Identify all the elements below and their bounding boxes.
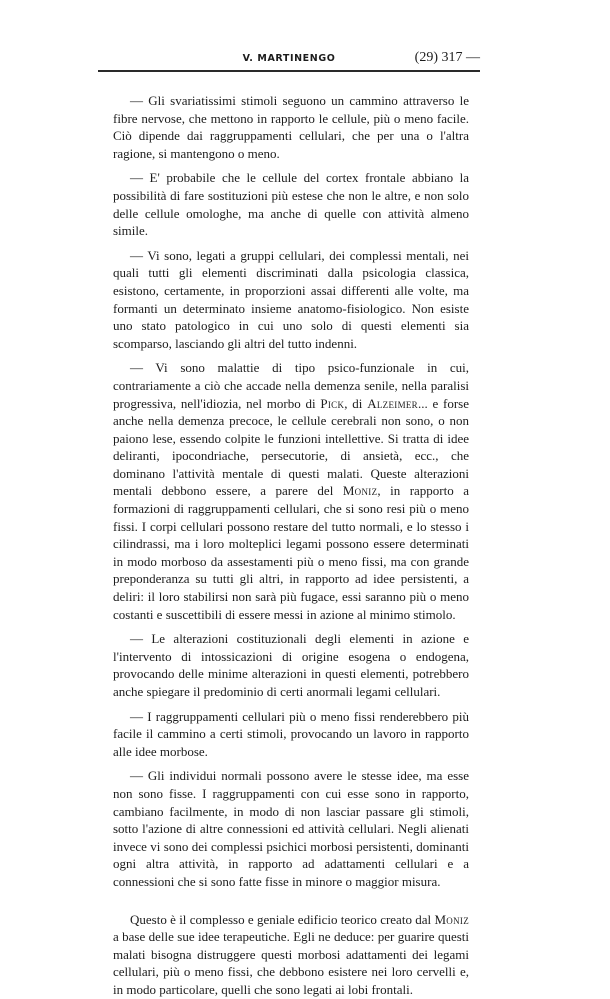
paragraph bbox=[113, 767, 469, 890]
paragraph-text: , di bbox=[344, 395, 368, 411]
page-number: (29) 317 — bbox=[414, 50, 480, 65]
paragraph bbox=[113, 708, 469, 761]
proper-name: Alzeimer bbox=[367, 395, 418, 411]
paragraph-text: , in rapporto a formazioni di raggruppamenti cellulari, che si sono resi più o meno fissi. I corpi cellulari possono restare del tutto normali, e lo stesso i cilindrassi, ma i loro molteplici legami possono essere determinati in modo morboso da assestamenti più o meno fissi, ma con grande preponderanza su tutti gli altri, in rapporto ad idee persistenti, a deliri: il loro stabilirsi non sarà più fugace, essi saranno più o meno costanti e suscettibili di essere messi in azione al minimo stimolo. bbox=[113, 483, 470, 622]
paragraph-text: — Gli svariatissimi stimoli seguono un cammino attraverso le fibre nervose, che mettono in rapporto le cellule, più o meno facile. Ciò dipende dai raggruppamenti cellulari, che per una o l'altra ragione, si mantengono o meno. bbox=[113, 93, 469, 161]
proper-name: Pick bbox=[320, 395, 345, 411]
paragraph-text: — Vi sono malattie di tipo psico-funzionale in cui, contrariamente a ciò che accade nella demenza senile, nella paralisi progressiva, nell'idiozia, nel morbo di bbox=[113, 360, 469, 411]
running-header bbox=[98, 50, 480, 68]
body-text bbox=[113, 92, 469, 999]
header-rule bbox=[98, 70, 480, 72]
paragraph bbox=[113, 911, 469, 999]
proper-name: Moniz bbox=[434, 911, 469, 927]
paragraph bbox=[113, 359, 469, 623]
paragraph bbox=[113, 92, 469, 162]
paragraph-text: — E' probabile che le cellule del cortex frontale abbiano la possibilità di fare sostituzioni più estese che non le altre, e non solo delle cellule omologhe, ma anche di quelle con attività almeno simile. bbox=[113, 170, 469, 239]
running-header-author: V. MARTINENGO bbox=[242, 53, 336, 64]
proper-name: Moniz bbox=[342, 483, 378, 499]
paragraph-text: Questo è il complesso e geniale edificio teorico creato dal bbox=[130, 911, 435, 927]
paragraph-text: a base delle sue idee terapeutiche. Egli ne deduce: per guarire questi malati bisogna distruggere questi morbosi adattamenti dei legami cellulari, più o meno fissi, che debbono esistere nei loro cervelli e, in modo particolare, quelli che sono legati ai lobi frontali. bbox=[113, 929, 469, 997]
paragraph-text: — Gli individui normali possono avere le stesse idee, ma esse non sono fisse. I raggruppamenti con cui esse sono in rapporto, cambiano facilmente, in modo di non lasciar passare gli stimoli, sotto l'azione di altre connessioni ed attività cellulari. Negli alienati invece vi sono dei complessi psichici morbosi persistenti, dominanti ogni altra attività, in rapporto ad adattamenti cellulari e a connessioni che si sono fatte fisse in minore o maggior misura. bbox=[113, 768, 469, 889]
paragraph bbox=[113, 169, 469, 239]
paragraph-text: — Vi sono, legati a gruppi cellulari, dei complessi mentali, nei quali tutti gli elementi discriminati dalla psicologia classica, esistono, certamente, in proporzioni assai differenti alle volte, ma formanti un determinato insieme anatomo-fisiologico. Non esiste uno stato patologico in cui uno solo di questi elementi sia scomparso, lasciando gli altri del tutto indenni. bbox=[113, 247, 469, 351]
paragraph-text: — I raggruppamenti cellulari più o meno fissi renderebbero più facile il cammino a certi stimoli, provocando un lavoro in rapporto alle idee morbose. bbox=[113, 708, 469, 759]
paragraph-text: — Le alterazioni costituzionali degli elementi in azione e l'intervento di intossicazioni di origine esogena o endogena, provocando delle minime alterazioni in questi elementi, potrebbero anche spiegare il predominio di certi anormali legami cellulari. bbox=[113, 631, 469, 699]
paragraph bbox=[113, 247, 469, 353]
paragraph-text: ... e forse anche nella demenza precoce, le cellule cerebrali non sono, o non paiono lese, essendo colpite le funzioni intellettive. Si tratta di idee deliranti, ipocondriache, persecutorie, di ansietà, ecc., che dominano l'attività mentale di questi malati. Queste alterazioni mentali debbono essere, a parere del bbox=[113, 395, 469, 499]
paragraph bbox=[113, 630, 469, 700]
